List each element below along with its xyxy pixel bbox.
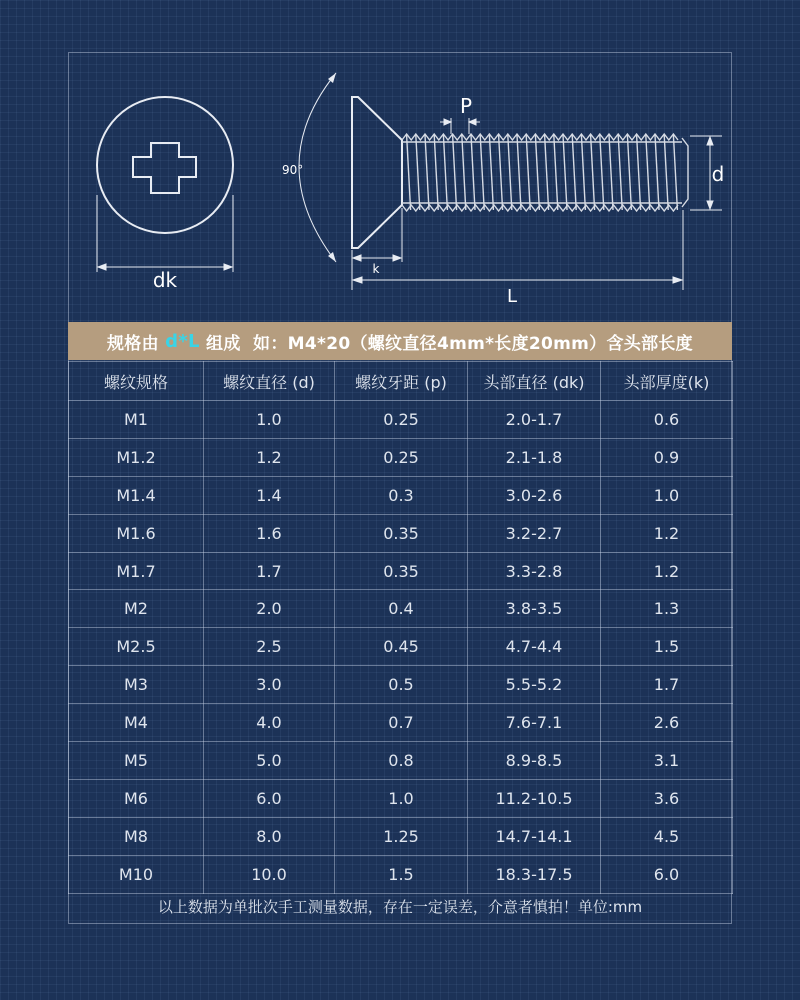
- table-row: [69, 476, 733, 514]
- table-cell: 1.7: [204, 552, 335, 590]
- thread-line: [535, 135, 539, 210]
- table-cell: 3.0-2.6: [468, 476, 601, 514]
- table-row: [69, 779, 733, 817]
- table-cell: 0.3: [335, 476, 468, 514]
- table-cell: 1.5: [335, 855, 468, 893]
- p-dimension: [440, 118, 480, 134]
- table-cell: M4: [69, 704, 204, 742]
- thread-line: [407, 135, 411, 210]
- label-dk: dk: [152, 268, 178, 292]
- table-cell: M6: [69, 779, 204, 817]
- table-cell: 3.3-2.8: [468, 552, 601, 590]
- table-cell: 14.7-14.1: [468, 817, 601, 855]
- table-cell: 4.5: [601, 817, 733, 855]
- table-row: [69, 590, 733, 628]
- table-cell: 1.4: [204, 476, 335, 514]
- table-cell: M2: [69, 590, 204, 628]
- table-cell: 0.45: [335, 628, 468, 666]
- thread-line: [434, 135, 438, 210]
- spec-table: [68, 361, 733, 894]
- table-cell: 0.35: [335, 552, 468, 590]
- thread-line: [508, 135, 512, 210]
- table-cell: M1.2: [69, 438, 204, 476]
- table-cell: 3.8-3.5: [468, 590, 601, 628]
- thread-line: [664, 135, 668, 210]
- table-row: [69, 438, 733, 476]
- thread-line: [646, 135, 650, 210]
- table-row: [69, 666, 733, 704]
- table-cell: 3.0: [204, 666, 335, 704]
- table-cell: M1.6: [69, 514, 204, 552]
- footnote: 以上数据为单批次手工测量数据，存在一定误差，介意者慎拍！单位:mm: [157, 897, 643, 916]
- banner-prefix: 规格由: [107, 333, 166, 354]
- thread-line: [517, 135, 521, 210]
- table-cell: 5.5-5.2: [468, 666, 601, 704]
- header-spec: 螺纹规格: [69, 362, 204, 401]
- thread-line: [554, 135, 558, 210]
- table-cell: 1.0: [204, 401, 335, 439]
- table-row: [69, 401, 733, 439]
- table-cell: 0.9: [601, 438, 733, 476]
- thread-line: [453, 135, 457, 210]
- label-k: k: [372, 262, 380, 276]
- table-cell: 4.0: [204, 704, 335, 742]
- screw-side-view: [352, 97, 402, 248]
- table-cell: 0.5: [335, 666, 468, 704]
- table-row: [69, 514, 733, 552]
- table-row: [69, 742, 733, 780]
- table-cell: M1.4: [69, 476, 204, 514]
- table-cell: M1.7: [69, 552, 204, 590]
- table-cell: 0.25: [335, 401, 468, 439]
- thread-line: [499, 135, 503, 210]
- table-cell: 3.2-2.7: [468, 514, 601, 552]
- phillips-cross-icon: [133, 143, 196, 193]
- table-cell: M10: [69, 855, 204, 893]
- banner-highlight: d*L: [165, 330, 200, 352]
- header-pitch: 螺纹牙距 (p): [335, 362, 468, 401]
- table-cell: M8: [69, 817, 204, 855]
- thread-line: [609, 135, 613, 210]
- thread-line: [416, 135, 420, 210]
- table-cell: 2.0: [204, 590, 335, 628]
- table-cell: 10.0: [204, 855, 335, 893]
- table-cell: M3: [69, 666, 204, 704]
- header-head-thickness: 头部厚度(k): [601, 362, 733, 401]
- head-top-view: [97, 97, 233, 233]
- table-cell: 1.3: [601, 590, 733, 628]
- label-L: L: [506, 286, 518, 307]
- table-cell: 8.9-8.5: [468, 742, 601, 780]
- table-row: [69, 552, 733, 590]
- table-row: [69, 628, 733, 666]
- table-cell: 0.25: [335, 438, 468, 476]
- screw-diagram: [0, 0, 800, 320]
- table-cell: 0.8: [335, 742, 468, 780]
- table-cell: M2.5: [69, 628, 204, 666]
- thread-line: [462, 135, 466, 210]
- thread-line: [581, 135, 585, 210]
- label-p: P: [459, 94, 473, 118]
- thread-line: [425, 135, 429, 210]
- thread-line: [627, 135, 631, 210]
- thread-line: [637, 135, 641, 210]
- table-cell: 7.6-7.1: [468, 704, 601, 742]
- thread-line: [545, 135, 549, 210]
- thread-line: [471, 135, 475, 210]
- thread-line: [572, 135, 576, 210]
- table-cell: 1.5: [601, 628, 733, 666]
- thread-line: [443, 135, 447, 210]
- thread-line: [618, 135, 622, 210]
- thread-line: [655, 135, 659, 210]
- thread-line: [591, 135, 595, 210]
- table-cell: 4.7-4.4: [468, 628, 601, 666]
- table-cell: 0.7: [335, 704, 468, 742]
- table-cell: 1.2: [601, 552, 733, 590]
- table-cell: 0.35: [335, 514, 468, 552]
- header-diameter: 螺纹直径 (d): [204, 362, 335, 401]
- table-cell: 5.0: [204, 742, 335, 780]
- table-row: [69, 704, 733, 742]
- table-cell: 0.6: [601, 401, 733, 439]
- label-d: d: [711, 162, 725, 186]
- table-cell: 1.6: [204, 514, 335, 552]
- table-cell: 6.0: [204, 779, 335, 817]
- label-angle: 90°: [282, 163, 304, 177]
- table-cell: 18.3-17.5: [468, 855, 601, 893]
- table-cell: 1.7: [601, 666, 733, 704]
- table-cell: M1: [69, 401, 204, 439]
- table-cell: 3.6: [601, 779, 733, 817]
- thread-line: [600, 135, 604, 210]
- thread-line: [526, 135, 530, 210]
- header-head-diameter: 头部直径 (dk): [468, 362, 601, 401]
- banner-suffix: 组成 如：M4*20（螺纹直径4mm*长度20mm）含头部长度: [199, 333, 693, 354]
- table-header-row: [69, 362, 733, 401]
- thread-line: [673, 135, 677, 210]
- thread: [402, 134, 688, 211]
- table-cell: 2.5: [204, 628, 335, 666]
- table-cell: 2.6: [601, 704, 733, 742]
- spec-banner: [68, 322, 732, 360]
- table-cell: 2.0-1.7: [468, 401, 601, 439]
- table-cell: 1.0: [335, 779, 468, 817]
- table-cell: M5: [69, 742, 204, 780]
- angle-arc: [299, 73, 336, 262]
- table-cell: 8.0: [204, 817, 335, 855]
- table-cell: 1.2: [601, 514, 733, 552]
- thread-line: [563, 135, 567, 210]
- table-cell: 0.4: [335, 590, 468, 628]
- table-cell: 2.1-1.8: [468, 438, 601, 476]
- table-cell: 11.2-10.5: [468, 779, 601, 817]
- table-cell: 1.2: [204, 438, 335, 476]
- thread-line: [480, 135, 484, 210]
- table-cell: 3.1: [601, 742, 733, 780]
- table-cell: 1.25: [335, 817, 468, 855]
- table-cell: 6.0: [601, 855, 733, 893]
- thread-line: [489, 135, 493, 210]
- table-cell: 1.0: [601, 476, 733, 514]
- table-row: [69, 817, 733, 855]
